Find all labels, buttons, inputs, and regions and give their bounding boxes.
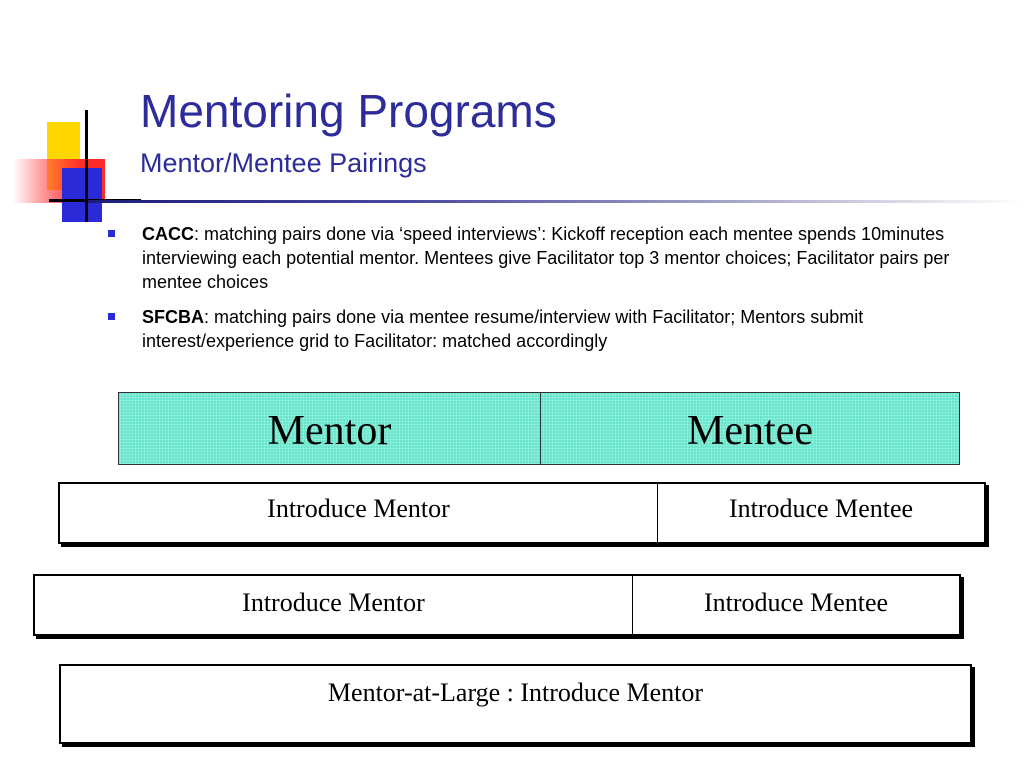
bullet-separator: : — [194, 224, 200, 244]
row-cell-mentee: Introduce Mentee — [657, 484, 984, 542]
bullet-term: CACC — [142, 224, 194, 244]
bullet-item-sfcba — [108, 305, 1008, 355]
bullet-separator: : — [204, 307, 210, 327]
square-bullet-icon — [108, 230, 115, 237]
slide-subtitle: Mentor/Mentee Pairings — [140, 148, 427, 178]
bullet-term: SFCBA — [142, 307, 204, 327]
header-cell-mentor: Mentor — [267, 408, 392, 454]
row-cell-mentee: Introduce Mentee — [632, 576, 959, 634]
row-cell-mentor: Introduce Mentor — [267, 494, 450, 523]
pairing-row — [58, 482, 986, 544]
mentor-at-large-row — [59, 664, 972, 744]
header-cell-mentee: Mentee — [540, 393, 959, 464]
title-underline-rule — [88, 200, 1024, 203]
pairing-header-row — [118, 392, 960, 465]
pairing-row — [33, 574, 961, 636]
slide-title: Mentoring Programs — [140, 85, 557, 137]
bullet-text: matching pairs done via mentee resume/interview with Facilitator; Mentors submit interest/experience grid to Facilitator: matched accordingly — [142, 307, 864, 351]
row-cell-mentor: Introduce Mentor — [242, 588, 425, 617]
decor-vertical-line — [85, 110, 88, 222]
bullet-item-cacc — [108, 222, 1008, 297]
square-bullet-icon — [108, 313, 115, 320]
bullet-text: matching pairs done via ‘speed interviews’: Kickoff reception each mentee spends 10minutes interviewing each potential mentor. Mentees give Facilitator top 3 mentor choices; Facilitator pairs per mentee choices — [142, 224, 950, 292]
decor-blue-square — [62, 168, 102, 222]
row-cell-mentor-at-large: Mentor-at-Large : Introduce Mentor — [327, 678, 704, 707]
